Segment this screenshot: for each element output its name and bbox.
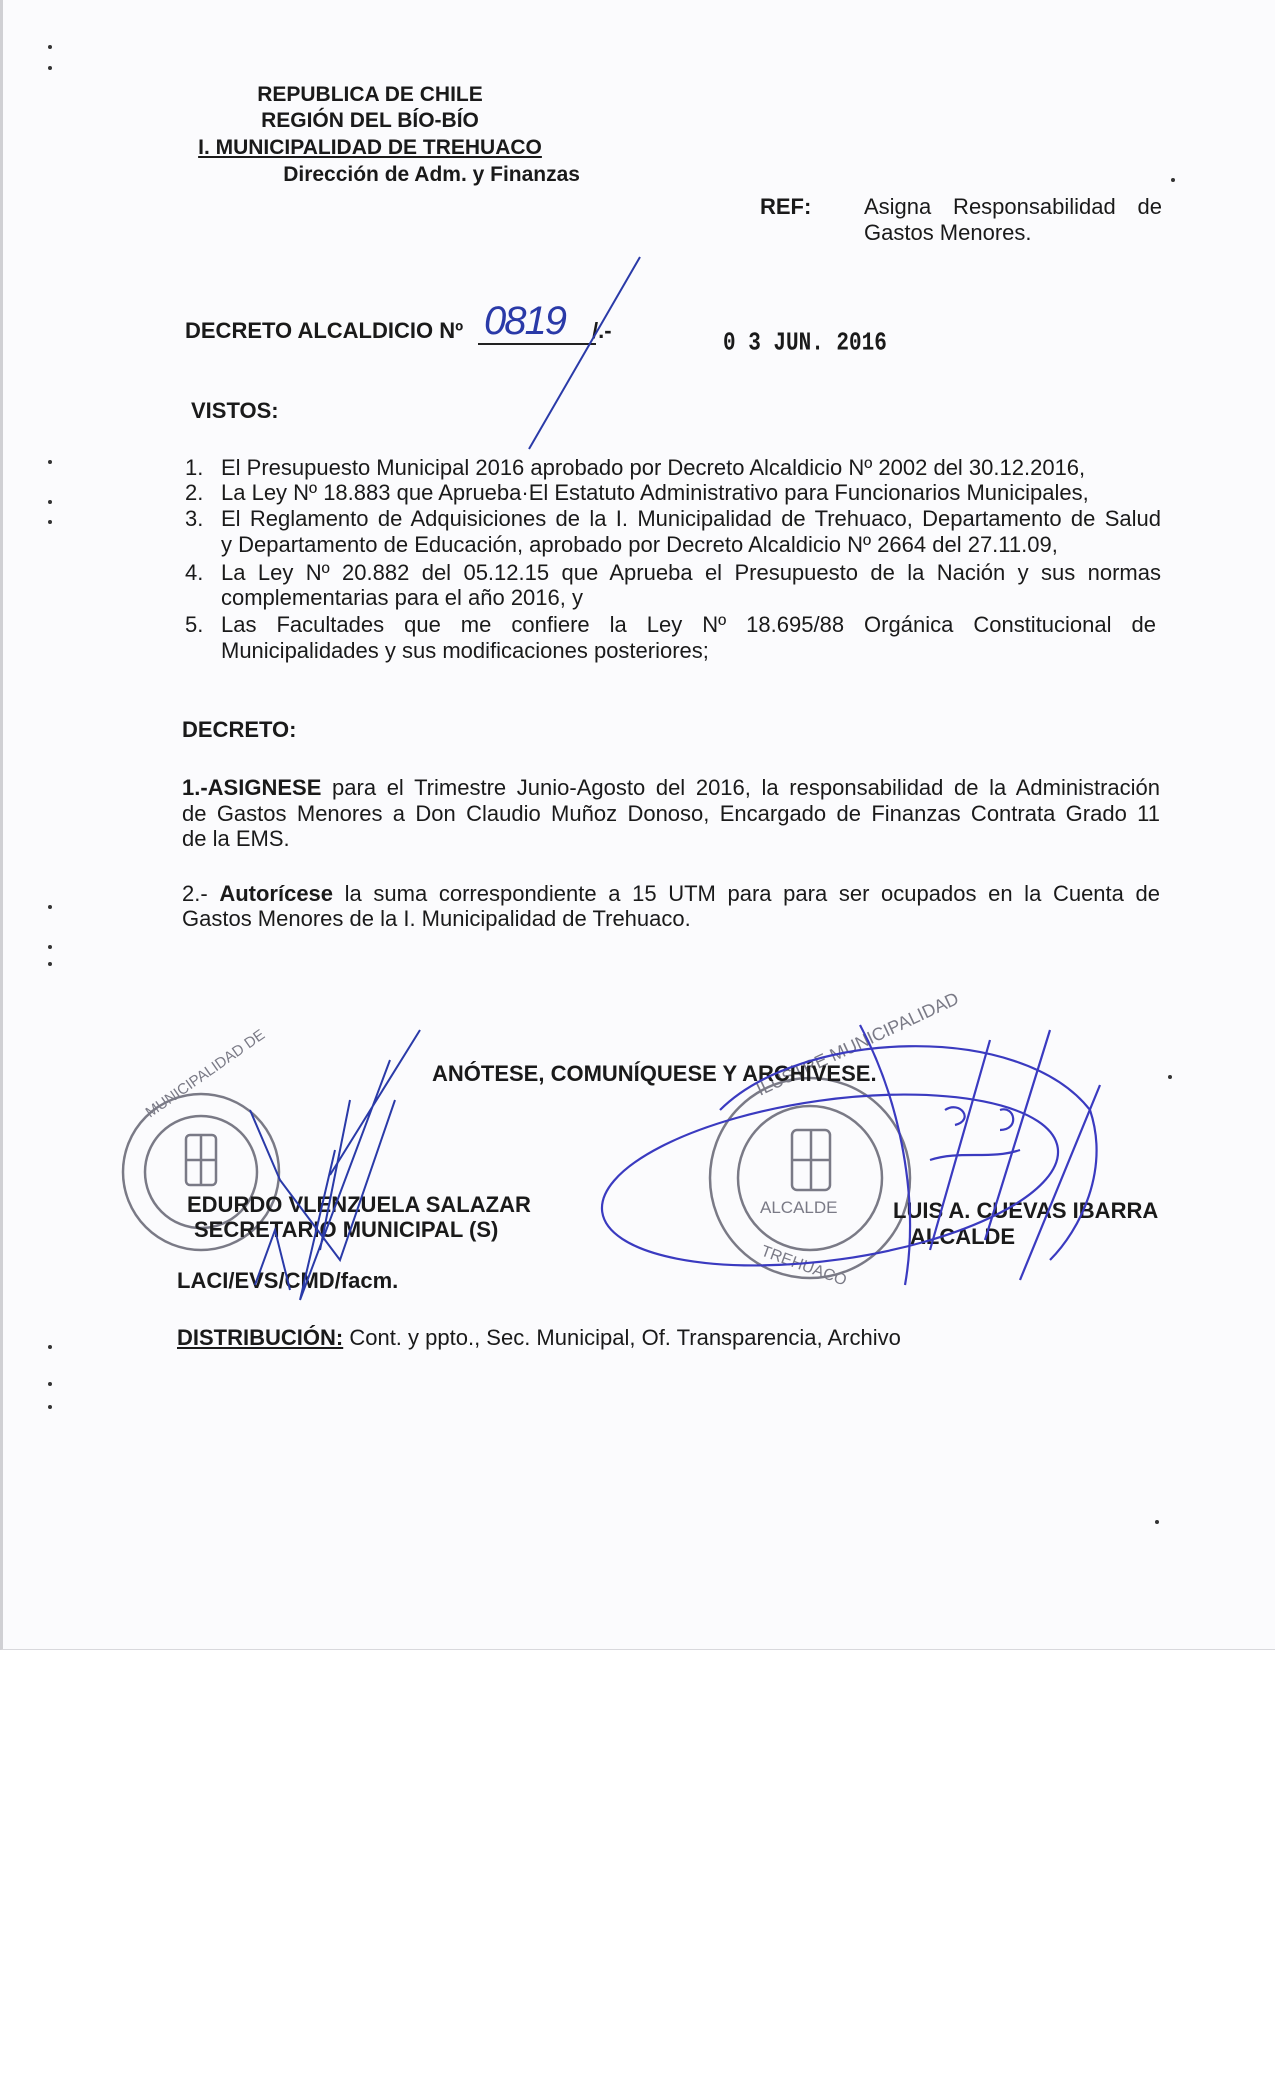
right-signatory-title: ALCALDE xyxy=(910,1224,1016,1249)
left-signature xyxy=(250,1030,420,1300)
vistos-num-1: 1. xyxy=(185,455,204,480)
scan-speck xyxy=(1155,1520,1159,1524)
svg-text:ILUSTRE MUNICIPALIDAD: ILUSTRE MUNICIPALIDAD xyxy=(753,988,962,1100)
svg-text:ALCALDE: ALCALDE xyxy=(760,1198,838,1217)
vistos-item-3-line-1: El Reglamento de Adquisiciones de la I. Municipalidad de Trehuaco, Departamento de Salud xyxy=(221,506,1161,531)
vistos-item-3-line-2: y Departamento de Educación, aprobado por Decreto Alcaldicio Nº 2664 del 27.11.09, xyxy=(221,532,1058,557)
svg-text:TREHUACO: TREHUACO xyxy=(758,1242,849,1290)
header-municipality: I. MUNICIPALIDAD DE TREHUACO xyxy=(198,136,542,159)
vistos-item-2: La Ley Nº 18.883 que Aprueba·El Estatuto Administrativo para Funcionarios Municipales, xyxy=(221,480,1089,505)
header-department: Dirección de Adm. y Finanzas xyxy=(283,163,580,186)
scan-speck xyxy=(48,520,52,524)
decreto-p2-line-2: Gastos Menores de la I. Municipalidad de Trehuaco. xyxy=(182,906,691,931)
vistos-item-1: El Presupuesto Municipal 2016 aprobado por Decreto Alcaldicio Nº 2002 del 30.12.2016, xyxy=(221,455,1086,480)
right-signature xyxy=(591,1025,1100,1291)
vistos-item-5-line-1: Las Facultades que me confiere la Ley Nº 18.695/88 Orgánica Constitucional de xyxy=(221,612,1156,637)
decreto-p2-text: la suma correspondiente a 15 UTM para para ser ocupados en la Cuenta de xyxy=(333,881,1160,906)
distribution-label: DISTRIBUCIÓN: xyxy=(177,1325,344,1350)
scan-speck xyxy=(48,45,52,49)
initials: LACI/EVS/CMD/facm. xyxy=(177,1268,399,1293)
scan-speck xyxy=(1168,1075,1172,1079)
closing-formula: ANÓTESE, COMUNÍQUESE Y ARCHÍVESE. xyxy=(432,1061,877,1086)
right-signatory-name: LUIS A. CUEVAS IBARRA xyxy=(893,1198,1159,1223)
decree-number-handwritten: 0819 xyxy=(484,299,565,343)
scan-speck xyxy=(48,460,52,464)
decreto-p1-keyword: 1.-ASIGNESE xyxy=(182,775,322,800)
scan-speck xyxy=(48,1345,52,1349)
scan-speck xyxy=(48,905,52,909)
ref-line-1: Asigna Responsabilidad de xyxy=(864,194,1162,219)
decree-suffix: /.- xyxy=(592,318,612,343)
ref-label: REF: xyxy=(760,194,812,219)
scan-speck xyxy=(1171,178,1175,182)
scan-speck xyxy=(48,66,52,70)
scan-speck xyxy=(48,1405,52,1409)
decreto-p2-prefix: 2.- xyxy=(182,881,220,906)
svg-text:MUNICIPALIDAD DE: MUNICIPALIDAD DE xyxy=(142,1026,269,1122)
distribution-text: Cont. y ppto., Sec. Municipal, Of. Transparencia, Archivo xyxy=(343,1325,901,1350)
decree-number-slash xyxy=(529,257,640,449)
decreto-p1-line-3: de la EMS. xyxy=(182,826,290,851)
header-region: REGIÓN DEL BÍO-BÍO xyxy=(261,109,479,132)
scan-speck xyxy=(48,500,52,504)
decreto-p1-line-2: de Gastos Menores a Don Claudio Muñoz Donoso, Encargado de Finanzas Contrata Grado 11 xyxy=(182,801,1160,826)
vistos-num-4: 4. xyxy=(185,560,204,585)
header-country: REPUBLICA DE CHILE xyxy=(257,83,483,106)
vistos-item-5-line-2: Municipalidades y sus modificaciones posteriores; xyxy=(221,638,709,663)
decreto-heading: DECRETO: xyxy=(182,717,297,742)
vistos-num-5: 5. xyxy=(185,612,204,637)
decree-date-stamp: 0 3 JUN. 2016 xyxy=(723,329,887,358)
vistos-num-2: 2. xyxy=(185,480,204,505)
vistos-num-3: 3. xyxy=(185,506,204,531)
scan-speck xyxy=(48,945,52,949)
left-signatory-title: SECRETARIO MUNICIPAL (S) xyxy=(194,1217,499,1242)
scan-speck xyxy=(48,962,52,966)
ref-line-2: Gastos Menores. xyxy=(864,220,1032,245)
left-signatory-name: EDURDO VLENZUELA SALAZAR xyxy=(187,1192,531,1217)
scan-speck xyxy=(48,1382,52,1386)
decreto-p2-keyword: Autorícese xyxy=(219,881,334,906)
vistos-item-4-line-1: La Ley Nº 20.882 del 05.12.15 que Aprueba el Presupuesto de la Nación y sus normas xyxy=(221,560,1161,585)
vistos-item-4-line-2: complementarias para el año 2016, y xyxy=(221,585,583,610)
vistos-heading: VISTOS: xyxy=(191,398,279,423)
decree-title: DECRETO ALCALDICIO Nº xyxy=(185,318,464,343)
decreto-p1-text: para el Trimestre Junio-Agosto del 2016, la responsabilidad de la Administración xyxy=(321,775,1160,800)
